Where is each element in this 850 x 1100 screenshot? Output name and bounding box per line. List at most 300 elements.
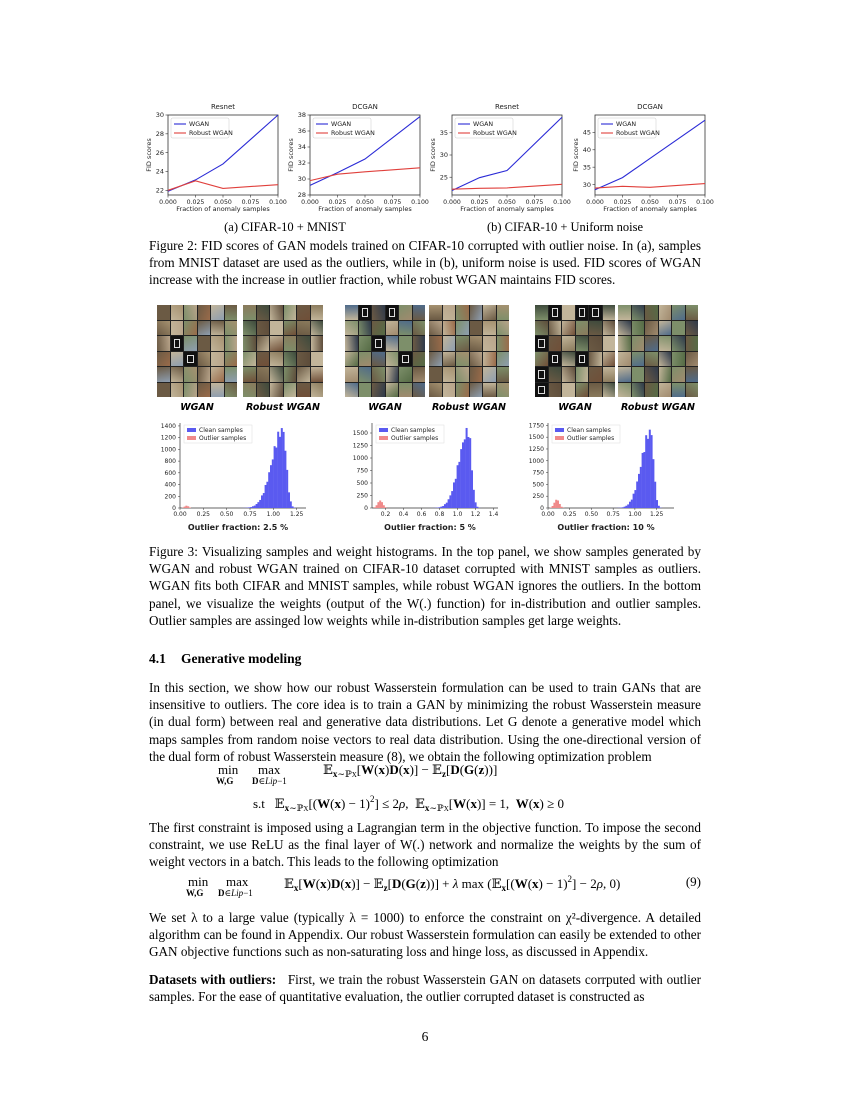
sample-tile (386, 305, 399, 320)
y-tick-label: 24 (155, 167, 164, 176)
sample-tile (618, 352, 631, 367)
sample-tile (284, 352, 297, 367)
clean-bar (643, 452, 645, 508)
legend-label: WGAN (473, 121, 494, 129)
sample-tile (562, 336, 575, 351)
sample-tile (562, 305, 575, 320)
sample-tile (443, 383, 456, 398)
x-tick-label: 1.25 (289, 511, 304, 518)
x-tick-label: 1.25 (649, 511, 664, 518)
sample-tile (483, 352, 496, 367)
sample-tile (171, 367, 184, 382)
chart-title: Resnet (211, 103, 235, 111)
sample-tile (562, 383, 575, 398)
clean-bar (263, 493, 265, 508)
wgan-samples-2.5 (157, 305, 237, 397)
x-tick-label: 0.00 (541, 511, 555, 518)
y-tick-label: 35 (439, 128, 448, 137)
y-tick-label: 750 (532, 469, 544, 477)
sample-tile (549, 305, 562, 320)
histogram-title: Outlier fraction: 10 % (557, 523, 655, 532)
legend-swatch-clean (187, 428, 196, 432)
sample-tile (297, 321, 310, 336)
sample-tile (359, 367, 372, 382)
sample-tile (157, 352, 170, 367)
y-tick-label: 30 (155, 111, 164, 120)
fig3-caption (149, 543, 701, 629)
x-tick-label: 0.000 (586, 199, 604, 206)
sample-tile (359, 336, 372, 351)
x-axis-label: Fraction of anomaly samples (603, 205, 697, 213)
clean-bar (462, 442, 464, 508)
sample-tile (535, 367, 548, 382)
sample-tile (645, 336, 658, 351)
sample-tile (603, 321, 616, 336)
sample-tile (413, 383, 426, 398)
sample-tile (443, 321, 456, 336)
clean-bar (274, 446, 276, 508)
sample-tile (257, 352, 270, 367)
legend-label: WGAN (616, 121, 637, 129)
sample-tile (497, 305, 510, 320)
sample-tile (184, 383, 197, 398)
section-paragraph-4 (149, 971, 701, 1005)
sample-tile (270, 336, 283, 351)
x-tick-label: 0.075 (241, 199, 260, 206)
x-tick-label: 0.50 (219, 511, 234, 518)
y-tick-label: 200 (164, 493, 176, 501)
sample-tile (311, 305, 324, 320)
legend-label: Robust WGAN (331, 130, 375, 138)
x-tick-label: 0.075 (525, 199, 544, 206)
clean-bar (633, 494, 635, 508)
sample-tile (618, 336, 631, 351)
sample-tile (576, 383, 589, 398)
sample-tile (225, 321, 238, 336)
legend-swatch-outlier (187, 436, 196, 440)
clean-bar (275, 448, 277, 508)
clean-bar (290, 501, 292, 508)
sample-tile (672, 305, 685, 320)
page-number: 6 (421, 1029, 429, 1044)
outlier-bar (559, 504, 561, 508)
x-tick-label: 0.00 (173, 511, 187, 518)
panel-label-wgan: WGAN (558, 402, 592, 413)
sample-tile (345, 336, 358, 351)
sample-tile (297, 383, 310, 398)
sample-tile (443, 305, 456, 320)
sample-tile (483, 321, 496, 336)
clean-bar (449, 495, 451, 508)
sample-tile (157, 321, 170, 336)
chart-title: DCGAN (352, 103, 378, 111)
x-axis-label: Fraction of anomaly samples (176, 205, 270, 213)
sample-tile (562, 352, 575, 367)
y-tick-label: 1500 (352, 430, 368, 437)
sample-tile (270, 383, 283, 398)
x-tick-label: 0.050 (214, 199, 232, 206)
sample-tile (632, 336, 645, 351)
panel-label-wgan: WGAN (368, 402, 402, 413)
x-tick-label: 0.025 (328, 199, 347, 206)
clean-bar (279, 437, 281, 508)
clean-bar (651, 435, 653, 508)
sample-tile (589, 336, 602, 351)
sample-tile (632, 321, 645, 336)
outlier-bar (377, 502, 379, 508)
sample-tile (270, 321, 283, 336)
sample-tile (372, 383, 385, 398)
x-tick-label: 0.100 (411, 199, 429, 206)
sample-tile (645, 305, 658, 320)
sample-tile (386, 352, 399, 367)
sample-tile (386, 367, 399, 382)
sample-tile (184, 367, 197, 382)
sample-tile (686, 367, 699, 382)
sample-tile (184, 352, 197, 367)
sample-tile (549, 352, 562, 367)
sample-tile (576, 352, 589, 367)
sample-tile (184, 305, 197, 320)
sample-tile (257, 383, 270, 398)
sample-tile (284, 305, 297, 320)
y-tick-label: 38 (297, 111, 306, 120)
sample-tile (549, 367, 562, 382)
sample-tile (413, 336, 426, 351)
sample-tile (589, 383, 602, 398)
clean-bar (475, 502, 477, 508)
sample-tile (429, 352, 442, 367)
sample-tile (429, 321, 442, 336)
sample-tile (270, 352, 283, 367)
sample-tile (225, 305, 238, 320)
y-axis-label: FID scores (429, 138, 437, 172)
y-tick-label: 800 (164, 458, 176, 466)
legend-label-outlier: Outlier samples (391, 435, 439, 442)
outlier-bar (189, 507, 191, 508)
clean-bar (292, 506, 294, 508)
x-tick-label: 0.100 (696, 199, 714, 206)
sample-tile (672, 336, 685, 351)
sample-tile (659, 321, 672, 336)
sample-tile (345, 321, 358, 336)
sample-tile (618, 321, 631, 336)
sample-tile (372, 336, 385, 351)
sample-tile (456, 367, 469, 382)
clean-bar (453, 482, 455, 508)
sample-tile (198, 383, 211, 398)
sample-tile (429, 383, 442, 398)
sample-tile (456, 305, 469, 320)
legend-swatch-clean (379, 428, 388, 432)
x-tick-label: 0.25 (196, 511, 211, 518)
sample-tile (456, 352, 469, 367)
outlier-bar (383, 505, 385, 508)
sample-tile (198, 321, 211, 336)
sample-tile (243, 336, 256, 351)
series-line-robust-wgan (595, 184, 705, 189)
clean-bar (261, 495, 263, 508)
sample-tile (470, 383, 483, 398)
sample-tile (243, 383, 256, 398)
sample-tile (549, 321, 562, 336)
sample-tile (297, 336, 310, 351)
sample-tile (413, 352, 426, 367)
clean-bar (624, 507, 626, 508)
sample-tile (345, 383, 358, 398)
sample-tile (345, 352, 358, 367)
histogram-title: Outlier fraction: 5 % (384, 523, 476, 532)
x-tick-label: 0.075 (383, 199, 402, 206)
sample-tile (497, 352, 510, 367)
sample-tile (483, 383, 496, 398)
sample-tile (589, 305, 602, 320)
section-title: Generative modeling (181, 651, 302, 666)
x-axis-label: Fraction of anomaly samples (460, 205, 554, 213)
y-tick-label: 600 (164, 469, 176, 477)
clean-bar (440, 507, 442, 508)
wgan-samples-5 (345, 305, 425, 397)
clean-bar (284, 451, 286, 508)
legend-swatch-outlier (555, 436, 564, 440)
sample-tile (413, 305, 426, 320)
y-tick-label: 35 (582, 163, 591, 172)
sample-tile (386, 321, 399, 336)
fig2-subcaption-a: (a) CIFAR-10 + MNIST (224, 220, 346, 234)
x-tick-label: 0.000 (301, 199, 319, 206)
clean-bar (439, 507, 441, 508)
sample-tile (243, 367, 256, 382)
sample-tile (171, 383, 184, 398)
sample-tile (456, 321, 469, 336)
sample-tile (576, 321, 589, 336)
clean-bar (656, 500, 658, 508)
outlier-bar (385, 507, 387, 508)
sample-tile (211, 367, 224, 382)
sample-tile (497, 367, 510, 382)
sample-tile (345, 367, 358, 382)
sample-tile (198, 352, 211, 367)
wgan-samples-10 (535, 305, 615, 397)
sample-tile (257, 305, 270, 320)
clean-bar (471, 470, 473, 508)
sample-tile (413, 367, 426, 382)
sample-tile (225, 383, 238, 398)
sample-tile (535, 352, 548, 367)
x-tick-label: 0.050 (498, 199, 516, 206)
sample-tile (589, 321, 602, 336)
fig3-weight-histograms (150, 418, 705, 534)
sample-tile (211, 352, 224, 367)
sample-tile (211, 321, 224, 336)
sample-tile (576, 367, 589, 382)
y-tick-label: 250 (356, 492, 368, 500)
y-tick-label: 30 (582, 180, 591, 189)
y-tick-label: 32 (297, 159, 306, 168)
sample-tile (645, 352, 658, 367)
clean-bar (654, 482, 656, 508)
x-axis-label: Fraction of anomaly samples (318, 205, 412, 213)
sample-tile (618, 305, 631, 320)
series-line-robust-wgan (168, 181, 278, 190)
y-tick-label: 28 (297, 191, 306, 200)
clean-bar (645, 435, 647, 508)
sample-tile (645, 367, 658, 382)
outlier-bar (185, 506, 187, 508)
panel-label-wgan: WGAN (180, 402, 214, 413)
sample-tile (284, 321, 297, 336)
sample-tile (686, 305, 699, 320)
sample-tile (470, 352, 483, 367)
sample-tile (399, 352, 412, 367)
x-tick-label: 0.4 (398, 511, 409, 518)
sample-tile (243, 321, 256, 336)
outlier-bar (381, 502, 383, 508)
sample-tile (257, 321, 270, 336)
sample-tile (225, 352, 238, 367)
x-tick-label: 1.00 (628, 511, 642, 518)
clean-bar (444, 504, 446, 508)
sample-tile (549, 383, 562, 398)
clean-bar (622, 507, 624, 508)
clean-bar (457, 465, 459, 508)
sample-tile (311, 321, 324, 336)
clean-bar (446, 503, 448, 508)
clean-bar (634, 490, 636, 508)
sample-tile (399, 336, 412, 351)
sample-tile (345, 305, 358, 320)
equation-9: min W,G max D∈Lip−1 𝔼$_x$[W(x)D(x)] − 𝔼$_z$[D(G(z))] + λ max (𝔼$_x$[(W(x) − 1)$^2$] − 2ρ, 0) (9) (186, 874, 701, 898)
fig2-line-charts (140, 95, 720, 220)
sample-tile (257, 336, 270, 351)
clean-bar (448, 499, 450, 508)
outlier-bar (376, 505, 378, 508)
x-tick-label: 1.2 (470, 511, 481, 518)
sample-tile (632, 352, 645, 367)
clean-bar (256, 504, 258, 508)
sample-tile (284, 367, 297, 382)
outlier-bar (187, 506, 189, 508)
clean-bar (250, 507, 252, 508)
sample-tile (589, 367, 602, 382)
outlier-bar (553, 503, 555, 508)
sample-tile (659, 383, 672, 398)
chart-title: Resnet (495, 103, 519, 111)
y-tick-label: 250 (532, 493, 544, 501)
legend-swatch-outlier (379, 436, 388, 440)
paragraph-4-text: First, we train the robust Wasserstein GAN on datasets corrputed with outlier samples. For the ease of quantitative evaluation, the outlier corrupted dataset is constructed as (149, 972, 701, 1005)
sample-tile (470, 367, 483, 382)
x-tick-label: 0.75 (606, 511, 620, 518)
sample-tile (429, 305, 442, 320)
y-tick-label: 1250 (528, 445, 544, 453)
x-tick-label: 0.25 (563, 511, 577, 518)
legend-label: WGAN (189, 121, 210, 129)
x-tick-label: 0.2 (380, 511, 391, 518)
x-tick-label: 0.025 (470, 199, 489, 206)
y-tick-label: 25 (439, 173, 448, 182)
series-line-robust-wgan (310, 168, 420, 181)
y-axis-label: FID scores (287, 138, 295, 172)
y-tick-label: 22 (155, 186, 164, 195)
sample-tile (672, 367, 685, 382)
panel-label-robust-wgan: Robust WGAN (620, 402, 695, 413)
y-tick-label: 45 (582, 128, 591, 137)
sample-tile (686, 383, 699, 398)
sample-tile (429, 367, 442, 382)
sample-tile (311, 367, 324, 382)
y-tick-label: 1000 (352, 455, 368, 462)
sample-tile (270, 367, 283, 382)
legend-label-outlier: Outlier samples (567, 435, 615, 442)
panel-label-robust-wgan: Robust WGAN (245, 402, 320, 413)
sample-tile (443, 352, 456, 367)
sample-tile (659, 336, 672, 351)
sample-tile (659, 352, 672, 367)
equation-number: (9) (685, 874, 701, 889)
y-tick-label: 26 (155, 148, 164, 157)
x-tick-label: 0.025 (186, 199, 205, 206)
x-tick-label: 0.075 (668, 199, 687, 206)
y-tick-label: 0 (172, 505, 176, 512)
sample-tile (470, 336, 483, 351)
sample-tile (157, 305, 170, 320)
legend-label-outlier: Outlier samples (199, 435, 247, 442)
sample-tile (297, 305, 310, 320)
sample-tile (211, 383, 224, 398)
sample-tile (470, 321, 483, 336)
x-tick-label: 0.000 (443, 199, 461, 206)
sample-tile (603, 352, 616, 367)
y-axis-label: FID scores (145, 138, 153, 172)
x-tick-label: 0.100 (553, 199, 571, 206)
clean-bar (476, 507, 478, 508)
sample-tile (497, 383, 510, 398)
clean-bar (277, 432, 279, 508)
sample-tile (686, 336, 699, 351)
x-tick-label: 1.0 (452, 511, 463, 518)
sample-tile (672, 383, 685, 398)
clean-bar (647, 439, 649, 508)
clean-bar (642, 453, 644, 508)
clean-bar (259, 500, 261, 508)
x-tick-label: 1.00 (266, 511, 281, 518)
y-tick-label: 0 (364, 505, 368, 512)
clean-bar (455, 479, 457, 508)
legend-swatch-clean (555, 428, 564, 432)
sample-tile (672, 352, 685, 367)
sample-tile (535, 383, 548, 398)
sample-tile (576, 336, 589, 351)
sample-tile (243, 305, 256, 320)
fig2-subcaption-b: (b) CIFAR-10 + Uniform noise (486, 220, 644, 234)
clean-bar (283, 432, 285, 508)
sample-tile (443, 367, 456, 382)
x-tick-label: 0.50 (584, 511, 599, 518)
sample-tile (632, 383, 645, 398)
legend-label-clean: Clean samples (391, 427, 435, 434)
sample-tile (443, 336, 456, 351)
sample-tile (686, 352, 699, 367)
sample-tile (184, 321, 197, 336)
outlier-bar (561, 507, 563, 508)
robust-wgan-samples-10 (618, 305, 698, 397)
clean-bar (266, 482, 268, 508)
y-tick-label: 36 (297, 127, 306, 136)
section-paragraph-3: We set λ to a large value (typically λ = 1000) to enforce the constraint on χ²-divergence. A detailed algorithm can be found in Appendix. Our robust Wasserstein formulation can easily be extended to other GAN objective functions such as non-saturating loss and hinge loss, as discussed in Appendix. (149, 910, 701, 960)
clean-bar (254, 506, 256, 508)
sample-tile (632, 305, 645, 320)
